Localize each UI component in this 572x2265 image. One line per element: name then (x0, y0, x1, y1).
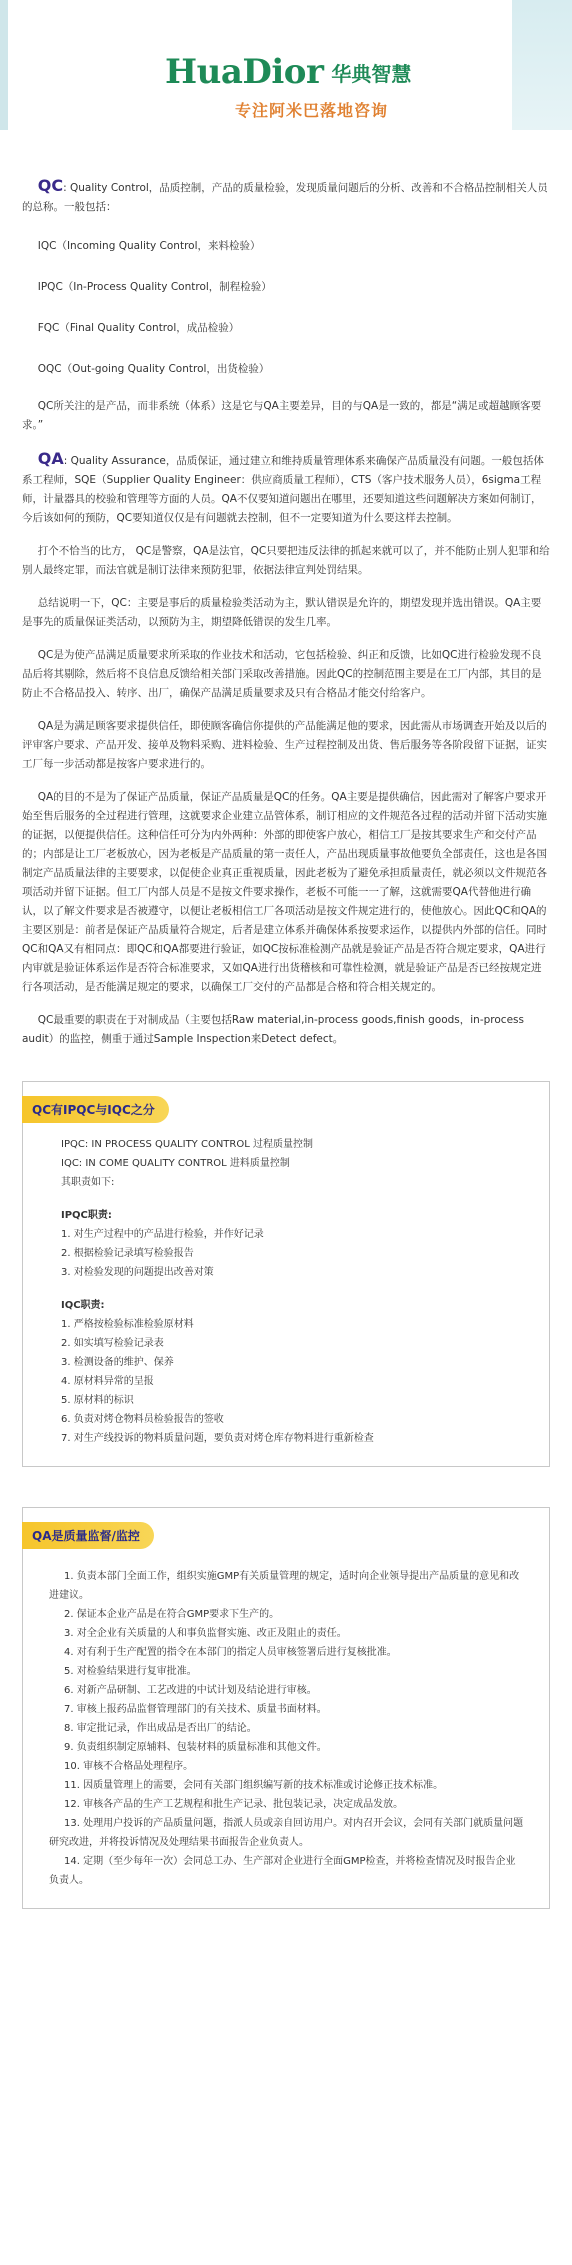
qa-duty: 9. 负责组织制定原辅料、包装材料的质量标准和其他文件。 (64, 1742, 327, 1753)
section-body (23, 1123, 549, 1466)
iqc-duty: 2. 如实填写检验记录表 (61, 1338, 164, 1349)
paragraph: QC最重要的职责在于对制成品（主要包括Raw material,in-process goods,finish goods，in-process audit）的监控，侧重于通过Sample Inspection来Detect defect。 (22, 1014, 524, 1045)
ipqc-duty: 1. 对生产过程中的产品进行检验，并作好记录 (61, 1229, 264, 1240)
qa-duty: 7. 审核上报药品监督管理部门的有关技术、质量书面材料。 (64, 1704, 327, 1715)
header-decoration-left (0, 0, 8, 130)
paragraph: 总结说明一下，QC：主要是事后的质量检验类活动为主，默认错误是允许的，期望发现并选出错误。QA主要是事先的质量保证类活动，以预防为主，期望降低错误的发生几率。 (22, 597, 542, 628)
definition-line: IPQC: IN PROCESS QUALITY CONTROL 过程质量控制 (61, 1139, 313, 1150)
iqc-duty: 1. 严格按检验标准检验原材料 (61, 1319, 194, 1330)
ipqc-iqc-section (22, 1081, 550, 1467)
qa-acronym: QA (37, 449, 64, 468)
qa-duty: 3. 对全企业有关质量的人和事负监督实施、改正及阻止的责任。 (64, 1628, 347, 1639)
qa-duty: 14. 定期（至少每年一次）会同总工办、生产部对企业进行全面GMP检查，并将检查情况及时报告企业负责人。 (49, 1856, 516, 1886)
section-title: QC有IPQC与IQC之分 (22, 1096, 169, 1123)
paragraph: QC是为使产品满足质量要求所采取的作业技术和活动，它包括检验、纠正和反馈，比如QC进行检验发现不良品后将其剔除，然后将不良信息反馈给相关部门采取改善措施。因此QC的控制范围主要是在工厂内部，其目的是防止不合格品投入、转序、出厂，确保产品满足质量要求及只有合格品才能交付给客户。 (22, 649, 542, 699)
iqc-duty: 4. 原材料异常的呈报 (61, 1376, 154, 1387)
iqc-duty: 5. 原材料的标识 (61, 1395, 134, 1406)
ipqc-heading: IPQC职责: (61, 1210, 112, 1221)
paragraph: 打个不恰当的比方， QC是警察，QA是法官，QC只要把违反法律的抓起来就可以了，并不能防止别人犯罪和给别人最终定罪，而法官就是制订法律来预防犯罪，依据法律宣判处罚结果。 (22, 545, 550, 576)
qa-definition-text: : Quality Assurance，品质保证，通过建立和维持质量管理体系来确保产品质量没有问题。一般包括体系工程师，SQE（Supplier Quality Engineer：供应商质量工程师），CTS（客户技术服务人员），6sigma工程师，计量器具的校验和管理等方面的人员。QA不仅要知道问题出在哪里，还要知道这些问题解决方案如何制订，今后该如何的预防，QC要知道仅仅是有问题就去控制，但不一定要知道为什么要这样去控制。 (22, 455, 544, 524)
brand-tagline: 专注阿米巴落地咨询 (235, 101, 389, 120)
qc-definition-text: : Quality Control，品质控制，产品的质量检验，发现质量问题后的分析、改善和不合格品控制相关人员的总称。一般包括： (22, 182, 548, 213)
header-decoration-right (512, 0, 572, 130)
qc-paragraph: QC所关注的是产品，而非系统（体系）这是它与QA主要差异，目的与QA是一致的，都是“满足或超越顾客要求。” (22, 400, 542, 431)
brand-logo (165, 52, 411, 92)
qa-duty: 2. 保证本企业产品是在符合GMP要求下生产的。 (64, 1609, 280, 1620)
qa-duty: 10. 审核不合格品处理程序。 (64, 1761, 194, 1772)
iqc-heading: IQC职责: (61, 1300, 105, 1311)
section-body (23, 1549, 549, 1908)
iqc-duty: 3. 检测设备的维护、保养 (61, 1357, 174, 1368)
logo-chinese: 华典智慧 (331, 61, 412, 86)
qa-duty: 8. 审定批记录，作出成品是否出厂的结论。 (64, 1723, 257, 1734)
qa-section (22, 1507, 550, 1909)
qa-definition (22, 449, 550, 528)
qa-duty: 11. 因质量管理上的需要，会同有关部门组织编写新的技术标准或讨论修正技术标准。 (64, 1780, 444, 1791)
qa-duty: 13. 处理用户投诉的产品质量问题，指派人员或亲自回访用户。对内召开会议，会同有关部门就质量问题研究改进，并将投诉情况及处理结果书面报告企业负责人。 (49, 1818, 524, 1848)
qa-duty: 5. 对检验结果进行复审批准。 (64, 1666, 197, 1677)
qc-acronym: QC (37, 176, 64, 195)
article-body (0, 130, 572, 1049)
qc-item: IPQC（In-Process Quality Control，制程检验） (37, 281, 272, 293)
qc-item: IQC（Incoming Quality Control，来料检验） (37, 240, 261, 252)
logo-english: HuaDior (165, 52, 324, 92)
iqc-duty: 6. 负责对烤仓物料员检验报告的签收 (61, 1414, 224, 1425)
qa-duty: 1. 负责本部门全面工作，组织实施GMP有关质量管理的规定，适时向企业领导提出产品质量的意见和改进建议。 (49, 1571, 520, 1601)
definition-line: 其职责如下: (61, 1177, 115, 1188)
iqc-duty: 7. 对生产线投诉的物料质量问题，要负责对烤仓库存物料进行重新检查 (61, 1433, 374, 1444)
qa-duty: 4. 对有利于生产配置的指令在本部门的指定人员审核签署后进行复核批准。 (64, 1647, 397, 1658)
definition-line: IQC: IN COME QUALITY CONTROL 进料质量控制 (61, 1158, 290, 1169)
brand-header (0, 0, 572, 130)
ipqc-duty: 3. 对检验发现的问题提出改善对策 (61, 1267, 214, 1278)
section-title: QA是质量监督/监控 (22, 1522, 154, 1549)
paragraph: QA是为满足顾客要求提供信任，即使顾客确信你提供的产品能满足他的要求，因此需从市场调查开始及以后的评审客户要求、产品开发、接单及物料采购、进料检验、生产过程控制及出货、售后服务等各阶段留下证据，证实工厂每一步活动都是按客户要求进行的。 (22, 720, 547, 770)
qa-duty: 6. 对新产品研制、工艺改进的中试计划及结论进行审核。 (64, 1685, 317, 1696)
qc-item: OQC（Out-going Quality Control，出货检验） (37, 363, 270, 375)
qc-item: FQC（Final Quality Control，成品检验） (37, 322, 240, 334)
ipqc-duty: 2. 根据检验记录填写检验报告 (61, 1248, 194, 1259)
paragraph: QA的目的不是为了保证产品质量，保证产品质量是QC的任务。QA主要是提供确信，因此需对了解客户要求开始至售后服务的全过程进行管理，这就要求企业建立品管体系，制订相应的文件规范各过程的活动并留下活动实施的证据，以便提供信任。这种信任可分为内外两种：外部的即使客户放心，相信工厂是按其要求生产和交付产品的；内部是让工厂老板放心，因为老板是产品质量的第一责任人，产品出现质量事故他要负全部责任，这也是各国制定产品质量法律的主要要求，以促使企业真正重视质量，因此老板为了避免承担质量责任，就必须以文件规范各项活动并留下证据。但工厂内部人员是不是按文件要求操作，老板不可能一一了解，这就需要QA代替他进行确认，以了解文件要求是否被遵守，以便让老板相信工厂各项活动是按文件规定进行的，使他放心。因此QC和QA的主要区别是：前者是保证产品质量符合规定，后者是建立体系并确保体系按要求运作，以提供内外部的信任。同时QC和QA又有相同点：即QC和QA都要进行验证，如QC按标准检测产品就是验证产品是否符合规定要求，QA进行内审就是验证体系运作是否符合标准要求，又如QA进行出货稽核和可靠性检测，就是验证产品是否已经按规定进行各项活动，是否能满足规定的要求，以确保工厂交付的产品都是合格和符合相关规定的。 (22, 791, 547, 993)
qc-definition (22, 176, 550, 217)
qa-duty: 12. 审核各产品的生产工艺规程和批生产记录、批包装记录，决定成品发放。 (64, 1799, 404, 1810)
